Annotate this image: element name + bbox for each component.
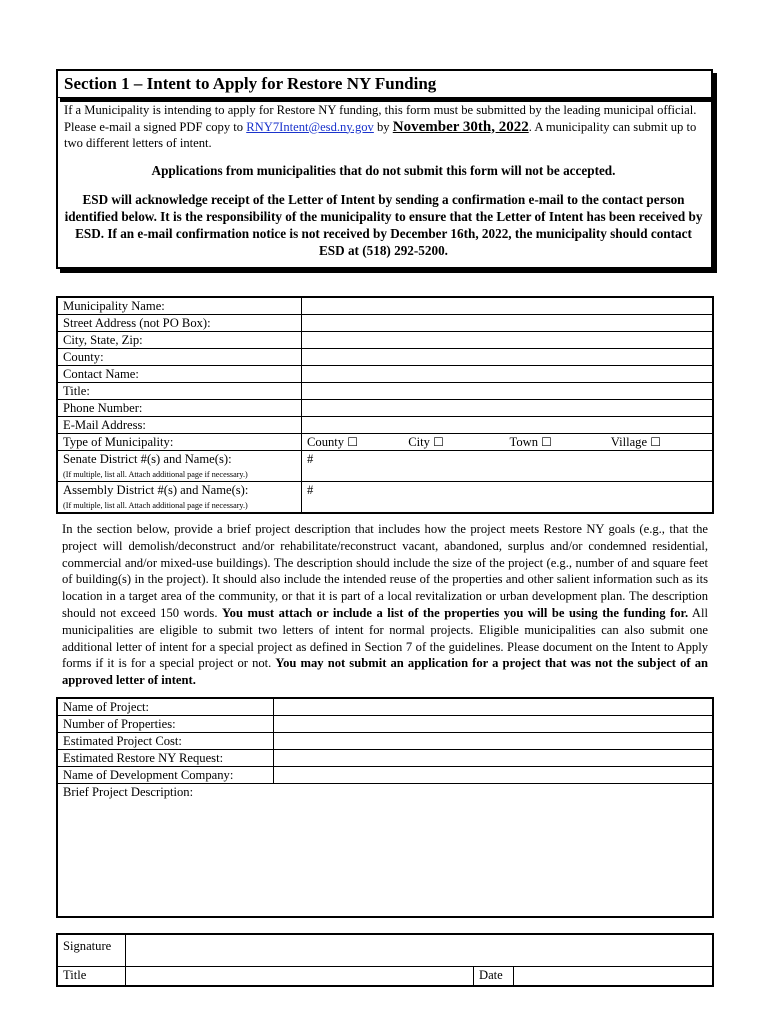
assembly-district-label-cell xyxy=(57,482,302,514)
option-label: City xyxy=(408,435,430,449)
senate-district-field[interactable]: # xyxy=(302,451,714,482)
field-label: Name of Project: xyxy=(57,698,274,716)
instructions-text: In the section below, provide a brief project description that includes how the project meets Restore NY goals (e.g., that the project will demolish/deconstruct and/or rehabilitate/reconstruct vacant, abandoned, surplus and/or condemned residential, commercial and/or mixed-use buildings). The description should include the size of the project (e.g., number of and square feet of building(s) in the project). It should also include the intended reuse of the properties and other salient information such as its location in a target area of the community, or that it is part of a local revitalization or urban development plan. The description should not exceed 150 words. xyxy=(62,522,708,620)
project-name-field[interactable] xyxy=(274,698,714,716)
email-address-field[interactable] xyxy=(302,417,714,434)
signature-table xyxy=(56,933,714,987)
field-label: Municipality Name: xyxy=(57,297,302,315)
date-field[interactable] xyxy=(514,966,714,986)
section-1 xyxy=(56,69,713,269)
field-label: Estimated Restore NY Request: xyxy=(57,750,274,767)
checkbox-icon[interactable]: ☐ xyxy=(541,435,552,449)
field-label: E-Mail Address: xyxy=(57,417,302,434)
table-row xyxy=(57,934,713,966)
deadline-date: November 30th, 2022 xyxy=(392,118,529,135)
checkbox-icon[interactable]: ☐ xyxy=(650,435,661,449)
field-label: Number of Properties: xyxy=(57,716,274,733)
option-town[interactable] xyxy=(510,434,611,450)
brief-description-label: Brief Project Description: xyxy=(63,785,194,799)
table-row xyxy=(57,315,713,332)
table-row xyxy=(57,297,713,315)
option-city[interactable] xyxy=(408,434,509,450)
type-of-municipality-label: Type of Municipality: xyxy=(57,434,302,451)
number-of-properties-field[interactable] xyxy=(274,716,714,733)
municipality-name-field[interactable] xyxy=(302,297,714,315)
acknowledgement-text: ESD will acknowledge receipt of the Letter of Intent by sending a confirmation e-mail to the contact person identified below. It is the responsibility of the municipality to ensure that the Letter of Intent has been received by ESD. If an e-mail confirmation notice is not received by December 16th, 2022, the municipality should contact ESD at (518) 292-5200. xyxy=(64,192,703,258)
field-label: Phone Number: xyxy=(57,400,302,417)
table-row xyxy=(57,434,713,451)
assembly-district-field[interactable]: # xyxy=(302,482,714,514)
field-label: County: xyxy=(57,349,302,366)
table-row xyxy=(57,417,713,434)
checkbox-icon[interactable]: ☐ xyxy=(433,435,444,449)
phone-number-field[interactable] xyxy=(302,400,714,417)
project-table xyxy=(56,697,714,918)
city-state-zip-field[interactable] xyxy=(302,332,714,349)
contact-name-field[interactable] xyxy=(302,366,714,383)
option-label: Town xyxy=(509,435,539,449)
table-row xyxy=(57,767,713,784)
signer-title-field[interactable] xyxy=(126,966,474,986)
senate-district-label-cell xyxy=(57,451,302,482)
instructions-text: All municipalities are eligible to submit two letters of intent for normal projects. Eligible municipalities can also submit one additional letter of intent for a special project as defined in Section 7 of the guidelines. Please document on the Intent to Apply forms if it is for a special project or not. xyxy=(62,605,708,671)
development-company-field[interactable] xyxy=(274,767,714,784)
table-row xyxy=(57,349,713,366)
intro-by: by xyxy=(373,119,393,134)
type-of-municipality-options xyxy=(302,434,714,451)
signature-label: Signature xyxy=(57,934,126,966)
brief-project-description-field[interactable] xyxy=(57,784,713,918)
assembly-district-note: (If multiple, list all. Attach additional page if necessary.) xyxy=(63,501,248,510)
title-label: Title xyxy=(57,966,126,986)
email-link[interactable]: RNY7Intent@esd.ny.gov xyxy=(246,119,374,134)
table-row xyxy=(57,750,713,767)
option-county[interactable] xyxy=(307,434,408,450)
field-label: Name of Development Company: xyxy=(57,767,274,784)
field-label: Title: xyxy=(57,383,302,400)
instructions-bold: You may not submit an application for a project that was not the subject of an approved letter of intent. xyxy=(62,656,708,688)
field-label: City, State, Zip: xyxy=(57,332,302,349)
table-row xyxy=(57,784,713,918)
table-row xyxy=(57,716,713,733)
field-label: Estimated Project Cost: xyxy=(57,733,274,750)
option-label: Village xyxy=(610,435,648,449)
checkbox-icon[interactable]: ☐ xyxy=(347,435,359,449)
county-field[interactable] xyxy=(302,349,714,366)
restore-ny-request-field[interactable] xyxy=(274,750,714,767)
option-village[interactable] xyxy=(611,434,712,450)
intro-text: If a Municipality is intending to apply for Restore NY funding, this form must be submitted by the leading municipal official. Please e-mail a signed PDF copy to xyxy=(64,103,697,134)
table-row xyxy=(57,966,713,986)
title-field[interactable] xyxy=(302,383,714,400)
project-description-instructions xyxy=(62,521,708,689)
table-row xyxy=(57,698,713,716)
senate-district-label: Senate District #(s) and Name(s): xyxy=(63,452,232,466)
section-body xyxy=(56,97,713,269)
table-row xyxy=(57,400,713,417)
senate-district-note: (If multiple, list all. Attach additional page if necessary.) xyxy=(63,470,248,479)
section-title: Section 1 – Intent to Apply for Restore NY Funding xyxy=(56,69,713,98)
table-row xyxy=(57,383,713,400)
street-address-field[interactable] xyxy=(302,315,714,332)
table-row xyxy=(57,332,713,349)
table-row xyxy=(57,366,713,383)
instructions-bold: You must attach or include a list of the properties you will be using the funding for. xyxy=(221,605,689,620)
option-label: County xyxy=(307,435,345,449)
field-label: Street Address (not PO Box): xyxy=(57,315,302,332)
assembly-district-label: Assembly District #(s) and Name(s): xyxy=(63,483,249,497)
estimated-cost-field[interactable] xyxy=(274,733,714,750)
intro-tail: . A municipality can submit up to two different letters of intent. xyxy=(64,119,697,150)
date-label: Date xyxy=(474,966,514,986)
municipality-table xyxy=(56,296,714,514)
field-label: Contact Name: xyxy=(57,366,302,383)
table-row xyxy=(57,482,713,514)
warning-text: Applications from municipalities that do not submit this form will not be accepted. xyxy=(151,162,616,178)
signature-field[interactable] xyxy=(126,934,714,966)
table-row xyxy=(57,733,713,750)
intro-paragraph xyxy=(64,102,703,152)
table-row xyxy=(57,451,713,482)
